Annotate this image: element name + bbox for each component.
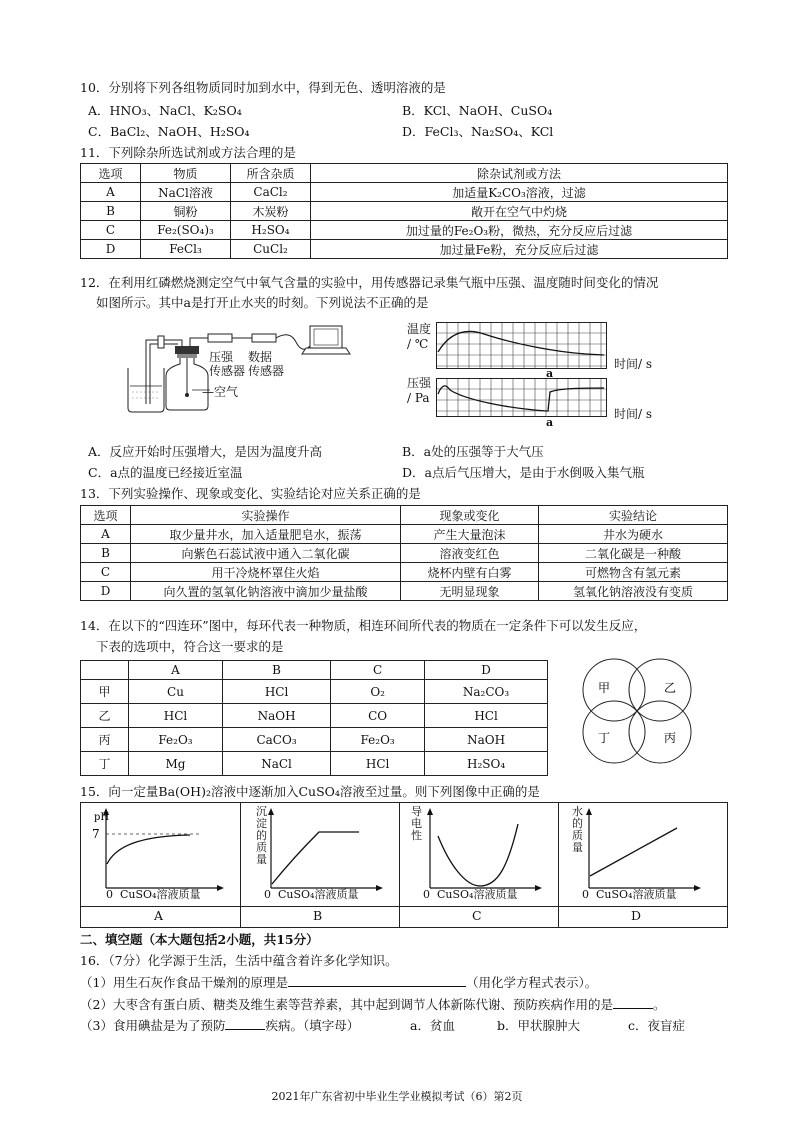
table-cell: CuCl₂ (231, 240, 311, 259)
table-row (81, 582, 728, 601)
table-cell: NaCl溶液 (141, 183, 231, 202)
table-row (81, 221, 728, 240)
table-cell: B (81, 544, 131, 563)
temp-ylabel-2: / ℃ (407, 337, 429, 351)
table-header: 现象或变化 (401, 506, 539, 525)
q12-stem-line2: 如图所示。其中a是打开止水夹的时刻。下列说法不正确的是 (96, 295, 429, 310)
air-label: —空气 (202, 385, 239, 399)
four-ring-diagram (572, 652, 706, 772)
table-header: 除杂试剂或方法 (311, 164, 728, 183)
table-cell: 用干冷烧杯罩住火焰 (131, 563, 401, 582)
q12-option-c: C．a点的温度已经接近室温 (88, 465, 243, 480)
table-row (81, 525, 728, 544)
q16-part2 (80, 995, 665, 1013)
graph-b-xlabel-text: CuSO₄溶液质量 (278, 888, 359, 901)
graph-c-ylabel-2: 电 (411, 817, 422, 830)
ring-bing (629, 701, 691, 763)
temp-graph-xlabel: 时间/ s (614, 357, 653, 371)
ring-yi (629, 659, 691, 721)
table-cell: 向久置的氢氧化钠溶液中滴加少量盐酸 (131, 582, 401, 601)
graph-b-xlabel (264, 886, 358, 902)
q16-part1-answer-blank[interactable] (288, 974, 466, 987)
pressure-ylabel-1: 压强 (407, 376, 432, 390)
table-header: 所含杂质 (231, 164, 311, 183)
q10-option-d: D．FeCl₃、Na₂SO₄、KCl (402, 124, 554, 139)
data-sensor-label-1: 数据 (248, 350, 273, 364)
table-header: A (129, 661, 223, 680)
table-cell: 溶液变红色 (401, 544, 539, 563)
table-row (81, 704, 548, 728)
table-cell: CaCl₂ (231, 183, 311, 202)
table-cell: D (81, 240, 141, 259)
table-row (81, 563, 728, 582)
table-cell: FeCl₃ (141, 240, 231, 259)
table-row (81, 661, 548, 680)
q12-stem-line1: 12．在利用红磷燃烧测定空气中氧气含量的实验中，用传感器记录集气瓶中压强、温度随时间变化的情况 (80, 275, 659, 290)
q16-part3-text-a: （3）食用碘盐是为了预防 (80, 1018, 226, 1033)
temp-graph-mark: a (546, 367, 554, 380)
q16-part1-text-a: （1）用生石灰作食品干燥剂的原理是 (80, 975, 288, 990)
ring-ding (583, 701, 645, 763)
table-cell: O₂ (331, 680, 425, 704)
section2-title: 二、填空题（本大题包括2小题，共15分） (80, 932, 319, 947)
table-header: C (331, 661, 425, 680)
table-cell: A (81, 525, 131, 544)
graph-b-ylabel-3: 的 (256, 829, 267, 842)
graph-d-letter: D (631, 908, 642, 923)
table-cell: 丙 (81, 728, 129, 752)
pressure-sensor-label-2: 传感器 (209, 364, 246, 378)
graph-a-xlabel-text: CuSO₄溶液质量 (120, 888, 201, 901)
table-cell: C (81, 221, 141, 240)
table-row (81, 202, 728, 221)
table-cell: HCl (129, 704, 223, 728)
table-cell: Fe₂(SO₄)₃ (141, 221, 231, 240)
q13-stem: 13．下列实验操作、现象或变化、实验结论对应关系正确的是 (80, 486, 421, 501)
graph-c-ylabel-1: 导 (411, 805, 422, 818)
graph-d-xlabel-text: CuSO₄溶液质量 (596, 888, 677, 901)
table-row (81, 680, 548, 704)
table-cell: H₂SO₄ (231, 221, 311, 240)
graph-c-xlabel (423, 886, 517, 902)
graph-d-ylabel-2: 的 (572, 817, 583, 830)
q16-part2-text-b: 。 (652, 997, 666, 1012)
q12-option-d: D．a点后气压增大，是由于水倒吸入集气瓶 (402, 465, 645, 480)
q14-stem-line1: 14．在以下的“四连环”图中，每环代表一种物质，相连环间所代表的物质在一定条件下可以发生反应， (80, 618, 647, 633)
table-row (81, 183, 728, 202)
graph-a-xlabel (106, 886, 200, 902)
pressure-sensor-label-1: 压强 (209, 350, 234, 364)
table-cell: 乙 (81, 704, 129, 728)
data-sensor-label (248, 350, 284, 378)
table-cell: CO (331, 704, 425, 728)
graph-b-ylabel-2: 淀 (256, 817, 267, 830)
q12-option-a: A．反应开始时压强增大，是因为温度升高 (88, 444, 323, 459)
table-row (81, 164, 728, 183)
table-cell: HCl (331, 752, 425, 776)
graph-c-ylabel-3: 性 (411, 829, 422, 842)
table-cell: 二氧化碳是一种酸 (539, 544, 728, 563)
graph-c-origin: 0 (423, 888, 430, 901)
table-cell: 加过量Fe粉，充分反应后过滤 (311, 240, 728, 259)
q13-table (80, 505, 728, 601)
table-cell: 向紫色石蕊试液中通入二氧化碳 (131, 544, 401, 563)
pressure-ylabel-2: / Pa (407, 391, 430, 405)
table-header: D (425, 661, 548, 680)
q16-part3 (80, 1016, 359, 1034)
table-cell: 烧杯内壁有白雾 (401, 563, 539, 582)
q11-table (80, 163, 728, 259)
q10-option-c: C．BaCl₂、NaOH、H₂SO₄ (88, 124, 250, 139)
q10-option-b: B．KCl、NaOH、CuSO₄ (402, 103, 553, 118)
q16-part2-text-a: （2）大枣含有蛋白质、糖类及维生素等营养素，其中起到调节人体新陈代谢、预防疾病作用的是 (80, 997, 613, 1012)
table-cell: NaCl (222, 752, 330, 776)
table-cell: Cu (129, 680, 223, 704)
graph-b-origin: 0 (264, 888, 271, 901)
graph-a-letter: A (154, 908, 164, 923)
table-cell: 氢氧化钠溶液没有变质 (539, 582, 728, 601)
q10-option-a: A．HNO₃、NaCl、K₂SO₄ (88, 103, 242, 118)
ring-jia (583, 659, 645, 721)
table-cell: 敞开在空气中灼烧 (311, 202, 728, 221)
temp-ylabel-1: 温度 (407, 322, 432, 336)
table-header: 实验结论 (539, 506, 728, 525)
table-cell: Fe₂O₃ (331, 728, 425, 752)
table-cell: 木炭粉 (231, 202, 311, 221)
data-sensor-label-2: 传感器 (248, 364, 285, 378)
temp-graph-ylabel (407, 322, 431, 352)
pressure-graph (436, 378, 612, 422)
table-cell: 加过量的Fe₂O₃粉，微热，充分反应后过滤 (311, 221, 728, 240)
graph-b-letter: B (313, 908, 323, 923)
graph-c-xlabel-text: CuSO₄溶液质量 (437, 888, 518, 901)
table-cell: Fe₂O₃ (129, 728, 223, 752)
table-cell: HCl (425, 704, 548, 728)
table-row (81, 506, 728, 525)
q16-part3-option-c: c．夜盲症 (628, 1018, 686, 1033)
q14-table (80, 660, 548, 776)
graph-a-origin: 0 (106, 888, 113, 901)
q16-part1-text-b: （用化学方程式表示）。 (465, 975, 598, 990)
table-cell: CaCO₃ (222, 728, 330, 752)
q16-stem: 16．（7分）化学源于生活，生活中蕴含着许多化学知识。 (80, 953, 398, 968)
table-header: 选项 (81, 164, 141, 183)
graph-c-letter: C (472, 908, 482, 923)
graph-a-ylabel: pH (94, 812, 110, 823)
pressure-graph-ylabel (407, 376, 431, 406)
table-row (81, 752, 548, 776)
table-cell: 井水为硬水 (539, 525, 728, 544)
graph-b-ylabel-5: 量 (256, 853, 267, 866)
graph-d-origin: 0 (582, 888, 589, 901)
q15-stem: 15．向一定量Ba(OH)₂溶液中逐渐加入CuSO₄溶液至过量。则下列图像中正确的是 (80, 784, 540, 799)
ring-label-jia: 甲 (598, 681, 611, 695)
graph-d-xlabel (582, 886, 676, 902)
q16-part1 (80, 973, 597, 991)
q11-stem: 11．下列除杂所选试剂或方法合理的是 (80, 145, 296, 160)
q12-option-b: B．a处的压强等于大气压 (402, 444, 544, 459)
page-footer: 2021年广东省初中毕业生学业模拟考试（6）第2页 (271, 1090, 523, 1103)
table-cell: NaOH (222, 704, 330, 728)
air-label-text: 空气 (214, 385, 239, 399)
graph-d-ylabel (572, 806, 583, 854)
q16-part3-text-b: 疾病。（填字母） (265, 1018, 360, 1033)
table-cell: Na₂CO₃ (425, 680, 548, 704)
graph-d-ylabel-1: 水 (572, 805, 583, 818)
pressure-graph-xlabel: 时间/ s (614, 407, 653, 421)
table-row (81, 544, 728, 563)
table-cell: 可燃物含有氢元素 (539, 563, 728, 582)
table-header: 物质 (141, 164, 231, 183)
table-cell: 铜粉 (141, 202, 231, 221)
table-cell: 取少量井水，加入适量肥皂水，振荡 (131, 525, 401, 544)
table-header: 实验操作 (131, 506, 401, 525)
table-cell: D (81, 582, 131, 601)
table-cell: NaOH (425, 728, 548, 752)
table-cell: Mg (129, 752, 223, 776)
table-cell: 加适量K₂CO₃溶液，过滤 (311, 183, 728, 202)
table-cell: 产生大量泡沫 (401, 525, 539, 544)
ring-label-yi: 乙 (664, 681, 677, 695)
temperature-graph (436, 322, 612, 372)
q16-part3-option-b: b．甲状腺肿大 (497, 1018, 581, 1033)
table-cell: H₂SO₄ (425, 752, 548, 776)
ring-label-bing: 丙 (664, 731, 677, 745)
q10-stem: 10．分别将下列各组物质同时加到水中，得到无色、透明溶液的是 (80, 80, 446, 95)
graph-a-ytick-7: 7 (92, 827, 100, 841)
q16-part3-answer-blank[interactable] (225, 1017, 265, 1030)
table-header (81, 661, 129, 680)
graph-d-ylabel-4: 量 (572, 841, 583, 854)
graph-d-ylabel-3: 质 (572, 829, 583, 842)
q14-stem-line2: 下表的选项中，符合这一要求的是 (96, 639, 284, 654)
pressure-graph-mark: a (546, 416, 554, 429)
q16-part2-answer-blank[interactable] (613, 996, 653, 1009)
table-cell: B (81, 202, 141, 221)
table-cell: 甲 (81, 680, 129, 704)
graph-b-ylabel-4: 质 (256, 841, 267, 854)
graph-b-ylabel (256, 806, 267, 866)
table-header: 选项 (81, 506, 131, 525)
table-row (81, 728, 548, 752)
table-cell: A (81, 183, 141, 202)
table-cell: 丁 (81, 752, 129, 776)
ring-label-ding: 丁 (598, 731, 611, 745)
table-cell: HCl (222, 680, 330, 704)
table-row (81, 240, 728, 259)
graph-c-ylabel (411, 806, 422, 842)
table-cell: C (81, 563, 131, 582)
table-header: B (222, 661, 330, 680)
graph-b-ylabel-1: 沉 (256, 805, 267, 818)
table-cell: 无明显现象 (401, 582, 539, 601)
q16-part3-option-a: a．贫血 (410, 1018, 455, 1033)
pressure-sensor-label (209, 350, 245, 378)
